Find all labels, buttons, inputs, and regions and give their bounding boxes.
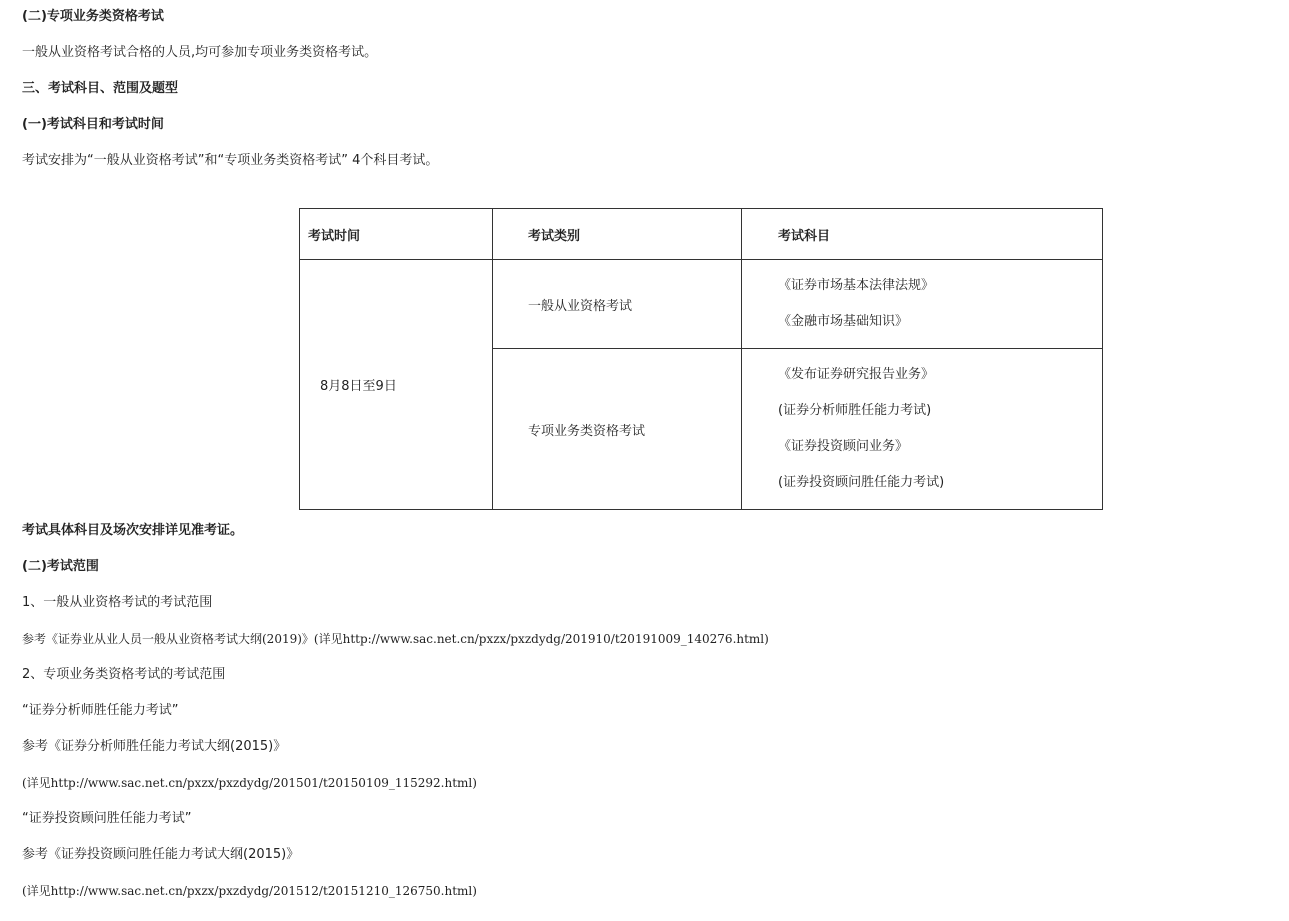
header-exam-time: 考试时间	[300, 209, 493, 260]
cell-special-subjects	[742, 349, 1103, 510]
subject-note: (证券分析师胜任能力考试)	[778, 403, 932, 418]
subject-item: 《发布证券研究报告业务》	[778, 367, 935, 382]
paragraph-analyst-exam: “证券分析师胜任能力考试”	[22, 703, 179, 718]
paragraph-url-advisor: (详见http://www.sac.net.cn/pxzx/pxzdydg/201512/t20151210_126750.html)	[22, 884, 477, 898]
heading-section-three: 三、考试科目、范围及题型	[22, 81, 179, 96]
paragraph-special-eligibility: 一般从业资格考试合格的人员,均可参加专项业务类资格考试。	[22, 45, 378, 60]
paragraph-details-admission: 考试具体科目及场次安排详见准考证。	[22, 523, 244, 538]
subject-note: (证券投资顾问胜任能力考试)	[778, 475, 945, 490]
cell-special-category: 专项业务类资格考试	[493, 349, 742, 510]
paragraph-scope-special: 2、专项业务类资格考试的考试范围	[22, 667, 226, 682]
heading-exam-scope: (二)考试范围	[22, 559, 99, 574]
header-exam-category: 考试类别	[493, 209, 742, 260]
paragraph-reference-analyst: 参考《证券分析师胜任能力考试大纲(2015)》	[22, 739, 287, 754]
table-row-general	[300, 260, 1103, 349]
paragraph-scope-general: 1、一般从业资格考试的考试范围	[22, 595, 213, 610]
paragraph-arrangement: 考试安排为“一般从业资格考试”和“专项业务类资格考试” 4个科目考试。	[22, 153, 439, 168]
paragraph-advisor-exam: “证券投资顾问胜任能力考试”	[22, 811, 192, 826]
exam-schedule-table	[299, 208, 1103, 510]
subject-item: 《证券市场基本法律法规》	[778, 278, 935, 293]
table-header-row	[300, 209, 1103, 260]
paragraph-reference-general: 参考《证券业从业人员一般从业资格考试大纲(2019)》(详见http://www.sac.net.cn/pxzx/pxzdydg/201910/t20191009_140276.html)	[22, 632, 769, 646]
cell-general-subjects	[742, 260, 1103, 349]
heading-subjects-and-time: (一)考试科目和考试时间	[22, 117, 164, 132]
header-exam-subjects: 考试科目	[742, 209, 1103, 260]
paragraph-reference-advisor: 参考《证券投资顾问胜任能力考试大纲(2015)》	[22, 847, 300, 862]
cell-general-category: 一般从业资格考试	[493, 260, 742, 349]
heading-special-qualification: (二)专项业务类资格考试	[22, 9, 164, 24]
cell-exam-date: 8月8日至9日	[300, 260, 493, 510]
subject-item: 《金融市场基础知识》	[778, 314, 909, 329]
paragraph-url-analyst: (详见http://www.sac.net.cn/pxzx/pxzdydg/201501/t20150109_115292.html)	[22, 776, 477, 790]
subject-item: 《证券投资顾问业务》	[778, 439, 909, 454]
